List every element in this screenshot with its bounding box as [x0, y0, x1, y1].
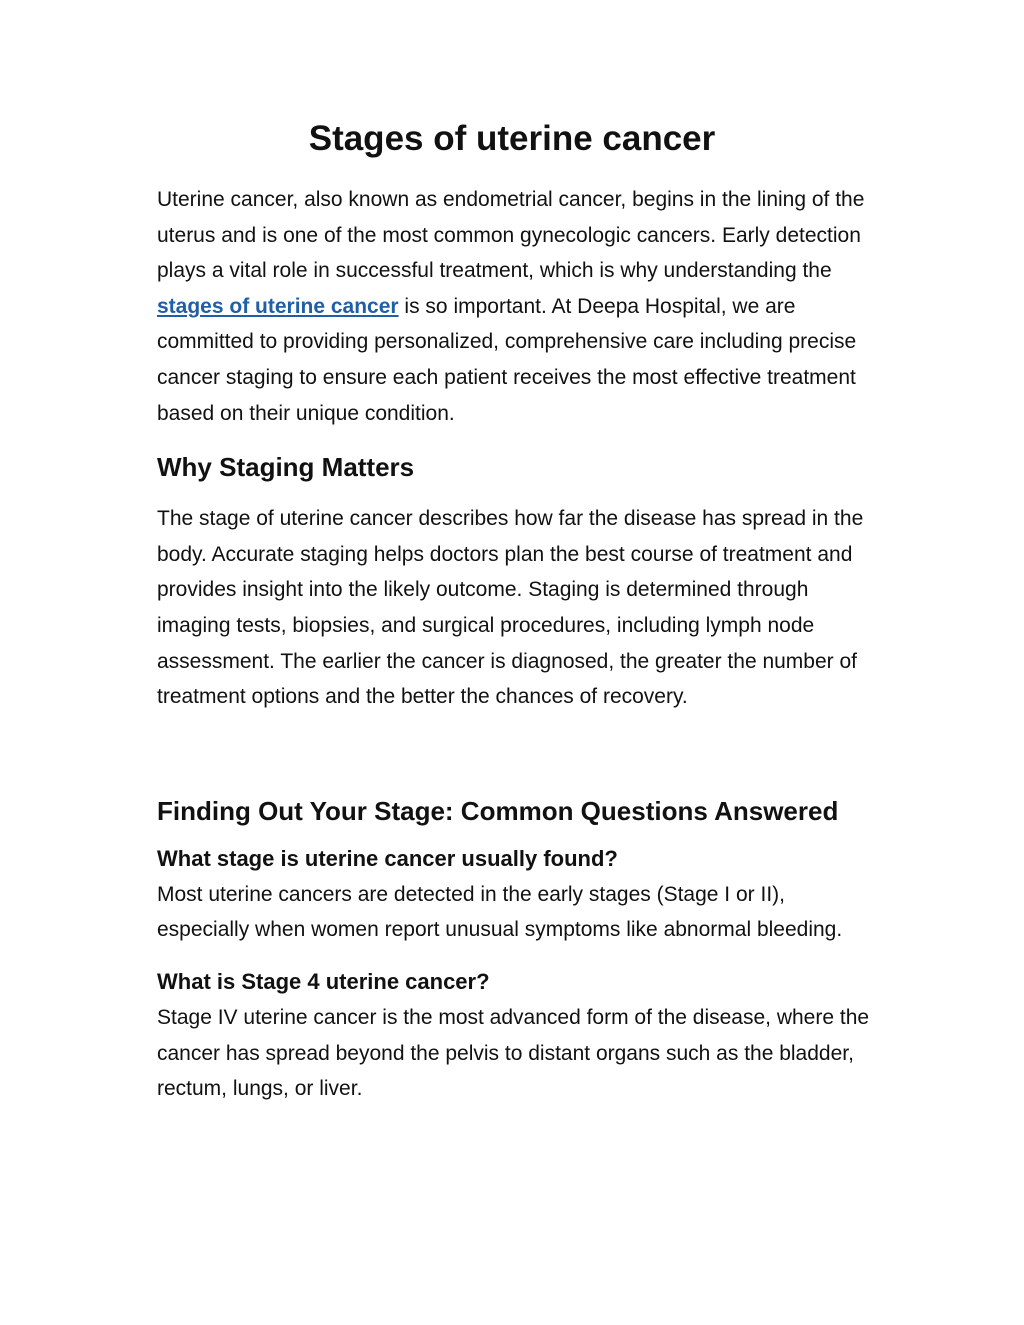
faq-answer: Most uterine cancers are detected in the early stages (Stage I or II), especially when women report unusual symptoms like abnormal bleeding.: [157, 882, 843, 942]
intro-text-before-link: Uterine cancer, also known as endometrial cancer, begins in the lining of the uterus and is one of the most common gynecologic cancers. Early detection plays a vital role in successful treatment, which is why understanding the: [157, 188, 865, 283]
why-staging-heading: Why Staging Matters: [157, 452, 415, 483]
page-title: Stages of uterine cancer: [308, 119, 716, 158]
intro-text-after-link: is so important. At Deepa Hospital, we are committed to providing personalized, comprehensive care including precise cancer staging to ensure each patient receives the most effective treatment based on their unique condition.: [157, 294, 857, 425]
faq-heading: Finding Out Your Stage: Common Questions Answered: [157, 795, 839, 826]
stages-of-uterine-cancer-link[interactable]: stages of uterine cancer: [157, 294, 399, 318]
document-page: [157, 112, 877, 1107]
faq-question: What stage is uterine cancer usually found?: [157, 845, 618, 871]
intro-paragraph: [157, 182, 877, 431]
faq-answer: Stage IV uterine cancer is the most advanced form of the disease, where the cancer has spread beyond the pelvis to distant organs such as the bladder, rectum, lungs, or liver.: [157, 1005, 870, 1101]
faq-question: What is Stage 4 uterine cancer?: [157, 968, 490, 994]
why-staging-paragraph: The stage of uterine cancer describes how far the disease has spread in the body. Accurate staging helps doctors plan the best course of treatment and provides insight into the likely outcome. Staging is determined through imaging tests, biopsies, and surgical procedures, including lymph node assessment. The earlier the cancer is diagnosed, the greater the number of treatment options and the better the chances of recovery.: [157, 507, 864, 709]
